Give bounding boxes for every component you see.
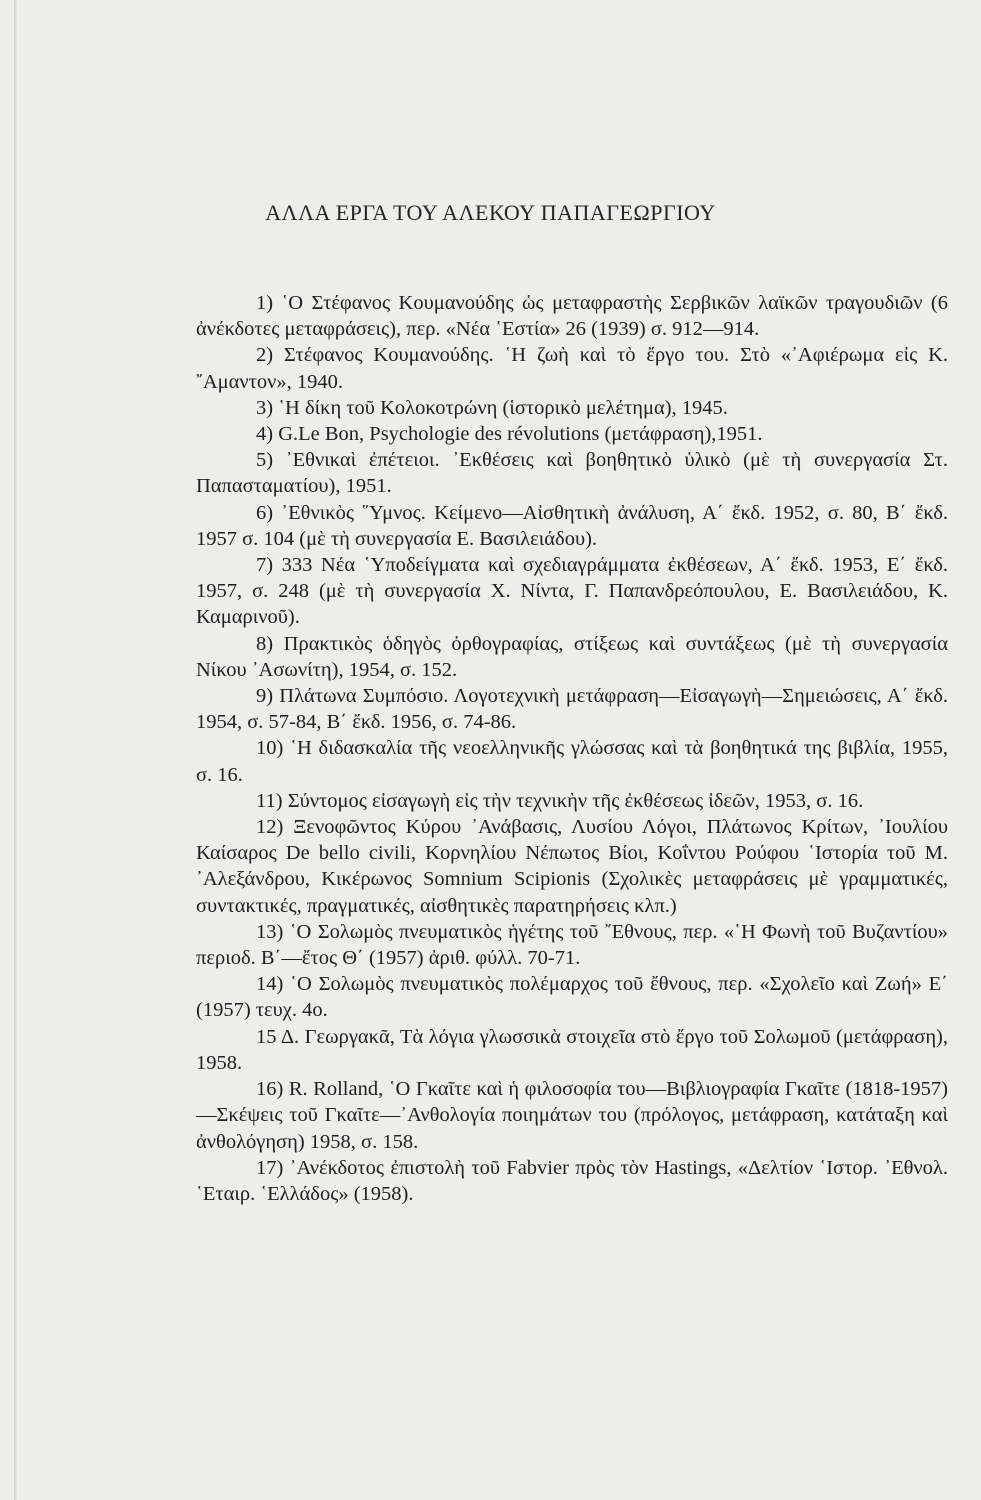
list-item: 4) G.Le Bon, Psychologie des révolutions (μετάφραση),1951. <box>256 423 763 446</box>
list-item: 9) Πλάτωνα Συμπόσιο. Λογοτεχνικὴ μετάφραση—Εἰσαγωγὴ—Σημειώσεις, Α΄ ἔκδ. 1954, σ. 57-84, Β΄ ἔκδ. 1956, σ. 74-86. <box>196 685 948 734</box>
list-item: 2) Στέφανος Κουμανούδης. ῾Η ζωὴ καὶ τὸ ἔργο του. Στὸ «᾿Αφιέρωμα εἰς Κ. ῎Αμαντον», 1940. <box>196 344 948 393</box>
list-item: 10) ῾Η διδασκαλία τῆς νεοελληνικῆς γλώσσας καὶ τὰ βοηθητικά της βιβλία, 1955, σ. 16. <box>196 737 948 786</box>
list-item: 17) ᾿Ανέκδοτος ἐπιστολὴ τοῦ Fabvier πρὸς τὸν Hastings, «Δελτίον ῾Ιστορ. ᾿Εθνολ. ῾Εταιρ. ῾Ελλάδος» (1958). <box>196 1156 948 1205</box>
list-item: 7) 333 Νέα ῾Υποδείγματα καὶ σχεδιαγράμματα ἐκθέσεων, Α΄ ἔκδ. 1953, Ε΄ ἔκδ. 1957, σ. 248 (μὲ τὴ συνεργασία Χ. Νίντα, Γ. Παπανδρεόπουλου, Ε. Βασιλειάδου, Κ. Καμαρινοῦ). <box>196 554 948 629</box>
list-item: 5) ᾿Εθνικαὶ ἐπέτειοι. ᾿Εκθέσεις καὶ βοηθητικὸ ὑλικὸ (μὲ τὴ συνεργασία Στ. Παπασταματίου), 1951. <box>196 449 948 498</box>
page-title: ΑΛΛΑ ΕΡΓΑ ΤΟΥ ΑΛΕΚΟΥ ΠΑΠΑΓΕΩΡΓΙΟΥ <box>265 200 716 225</box>
list-item: 3) ῾Η δίκη τοῦ Κολοκοτρώνη (ἱστορικὸ μελέτημα), 1945. <box>256 396 728 419</box>
list-item: 14) ῾Ο Σολωμὸς πνευματικὸς πολέμαρχος τοῦ ἔθνους, περ. «Σχολεῖο καὶ Ζωή» Ε΄ (1957) τευχ. 4ο. <box>196 973 948 1022</box>
list-item: 8) Πρακτικὸς ὁδηγὸς ὀρθογραφίας, στίξεως καὶ συντάξεως (μὲ τὴ συνεργασία Νίκου ᾿Ασωνίτη), 1954, σ. 152. <box>196 632 948 681</box>
list-item: 13) ῾Ο Σολωμὸς πνευματικὸς ἡγέτης τοῦ ῎Εθνους, περ. «῾Η Φωνὴ τοῦ Βυζαντίου» περιοδ. Β΄—ἔτος Θ΄ (1957) ἀριθ. φύλλ. 70-71. <box>196 920 948 970</box>
list-item: 16) R. Rolland, ῾Ο Γκαῖτε καὶ ἡ φιλοσοφία του—Βιβλιογραφία Γκαῖτε (1818-1957)—Σκέψεις τοῦ Γκαῖτε—᾿Ανθολογία ποιημάτων του (πρόλογος, μετάφραση, κατάταξη καὶ ἀνθολόγηση) 1958, σ. 158. <box>196 1078 948 1153</box>
list-item: 1) ῾Ο Στέφανος Κουμανούδης ὡς μεταφραστὴς Σερβικῶν λαϊκῶν τραγουδιῶν (6 ἀνέκδοτες μεταφράσεις), περ. «Νέα ῾Εστία» 26 (1939) σ. 912—914. <box>196 292 948 341</box>
list-item: 12) Ξενοφῶντος Κύρου ᾿Ανάβασις, Λυσίου Λόγοι, Πλάτωνος Κρίτων, ᾿Ιουλίου Καίσαρος De bello civili, Κορνηλίου Νέπωτος Βίοι, Κοΐντου Ρούφου ῾Ιστορία τοῦ Μ. ᾿Αλεξάνδρου, Κικέρωνος Somnium Scipionis (Σχολικὲς μεταφράσεις μὲ γραμματικές, συντακτικές, πραγματικές, αἰσθητικὲς παρατηρήσεις κλπ.) <box>196 816 948 917</box>
list-item: 6) ᾿Εθνικὸς ῞Υμνος. Κείμενο—Αἰσθητικὴ ἀνάλυση, Α΄ ἔκδ. 1952, σ. 80, Β΄ ἔκδ. 1957 σ. 104 (μὲ τὴ συνεργασία Ε. Βασιλειάδου). <box>196 501 948 550</box>
list-item: 15 Δ. Γεωργακᾶ, Τὰ λόγια γλωσσικὰ στοιχεῖα στὸ ἔργο τοῦ Σολωμοῦ (μετάφραση), 1958. <box>196 1025 948 1074</box>
list-item: 11) Σύντομος εἰσαγωγὴ εἰς τὴν τεχνικὴν τῆς ἐκθέσεως ἰδεῶν, 1953, σ. 16. <box>256 789 864 812</box>
bibliography-list <box>196 290 948 1207</box>
